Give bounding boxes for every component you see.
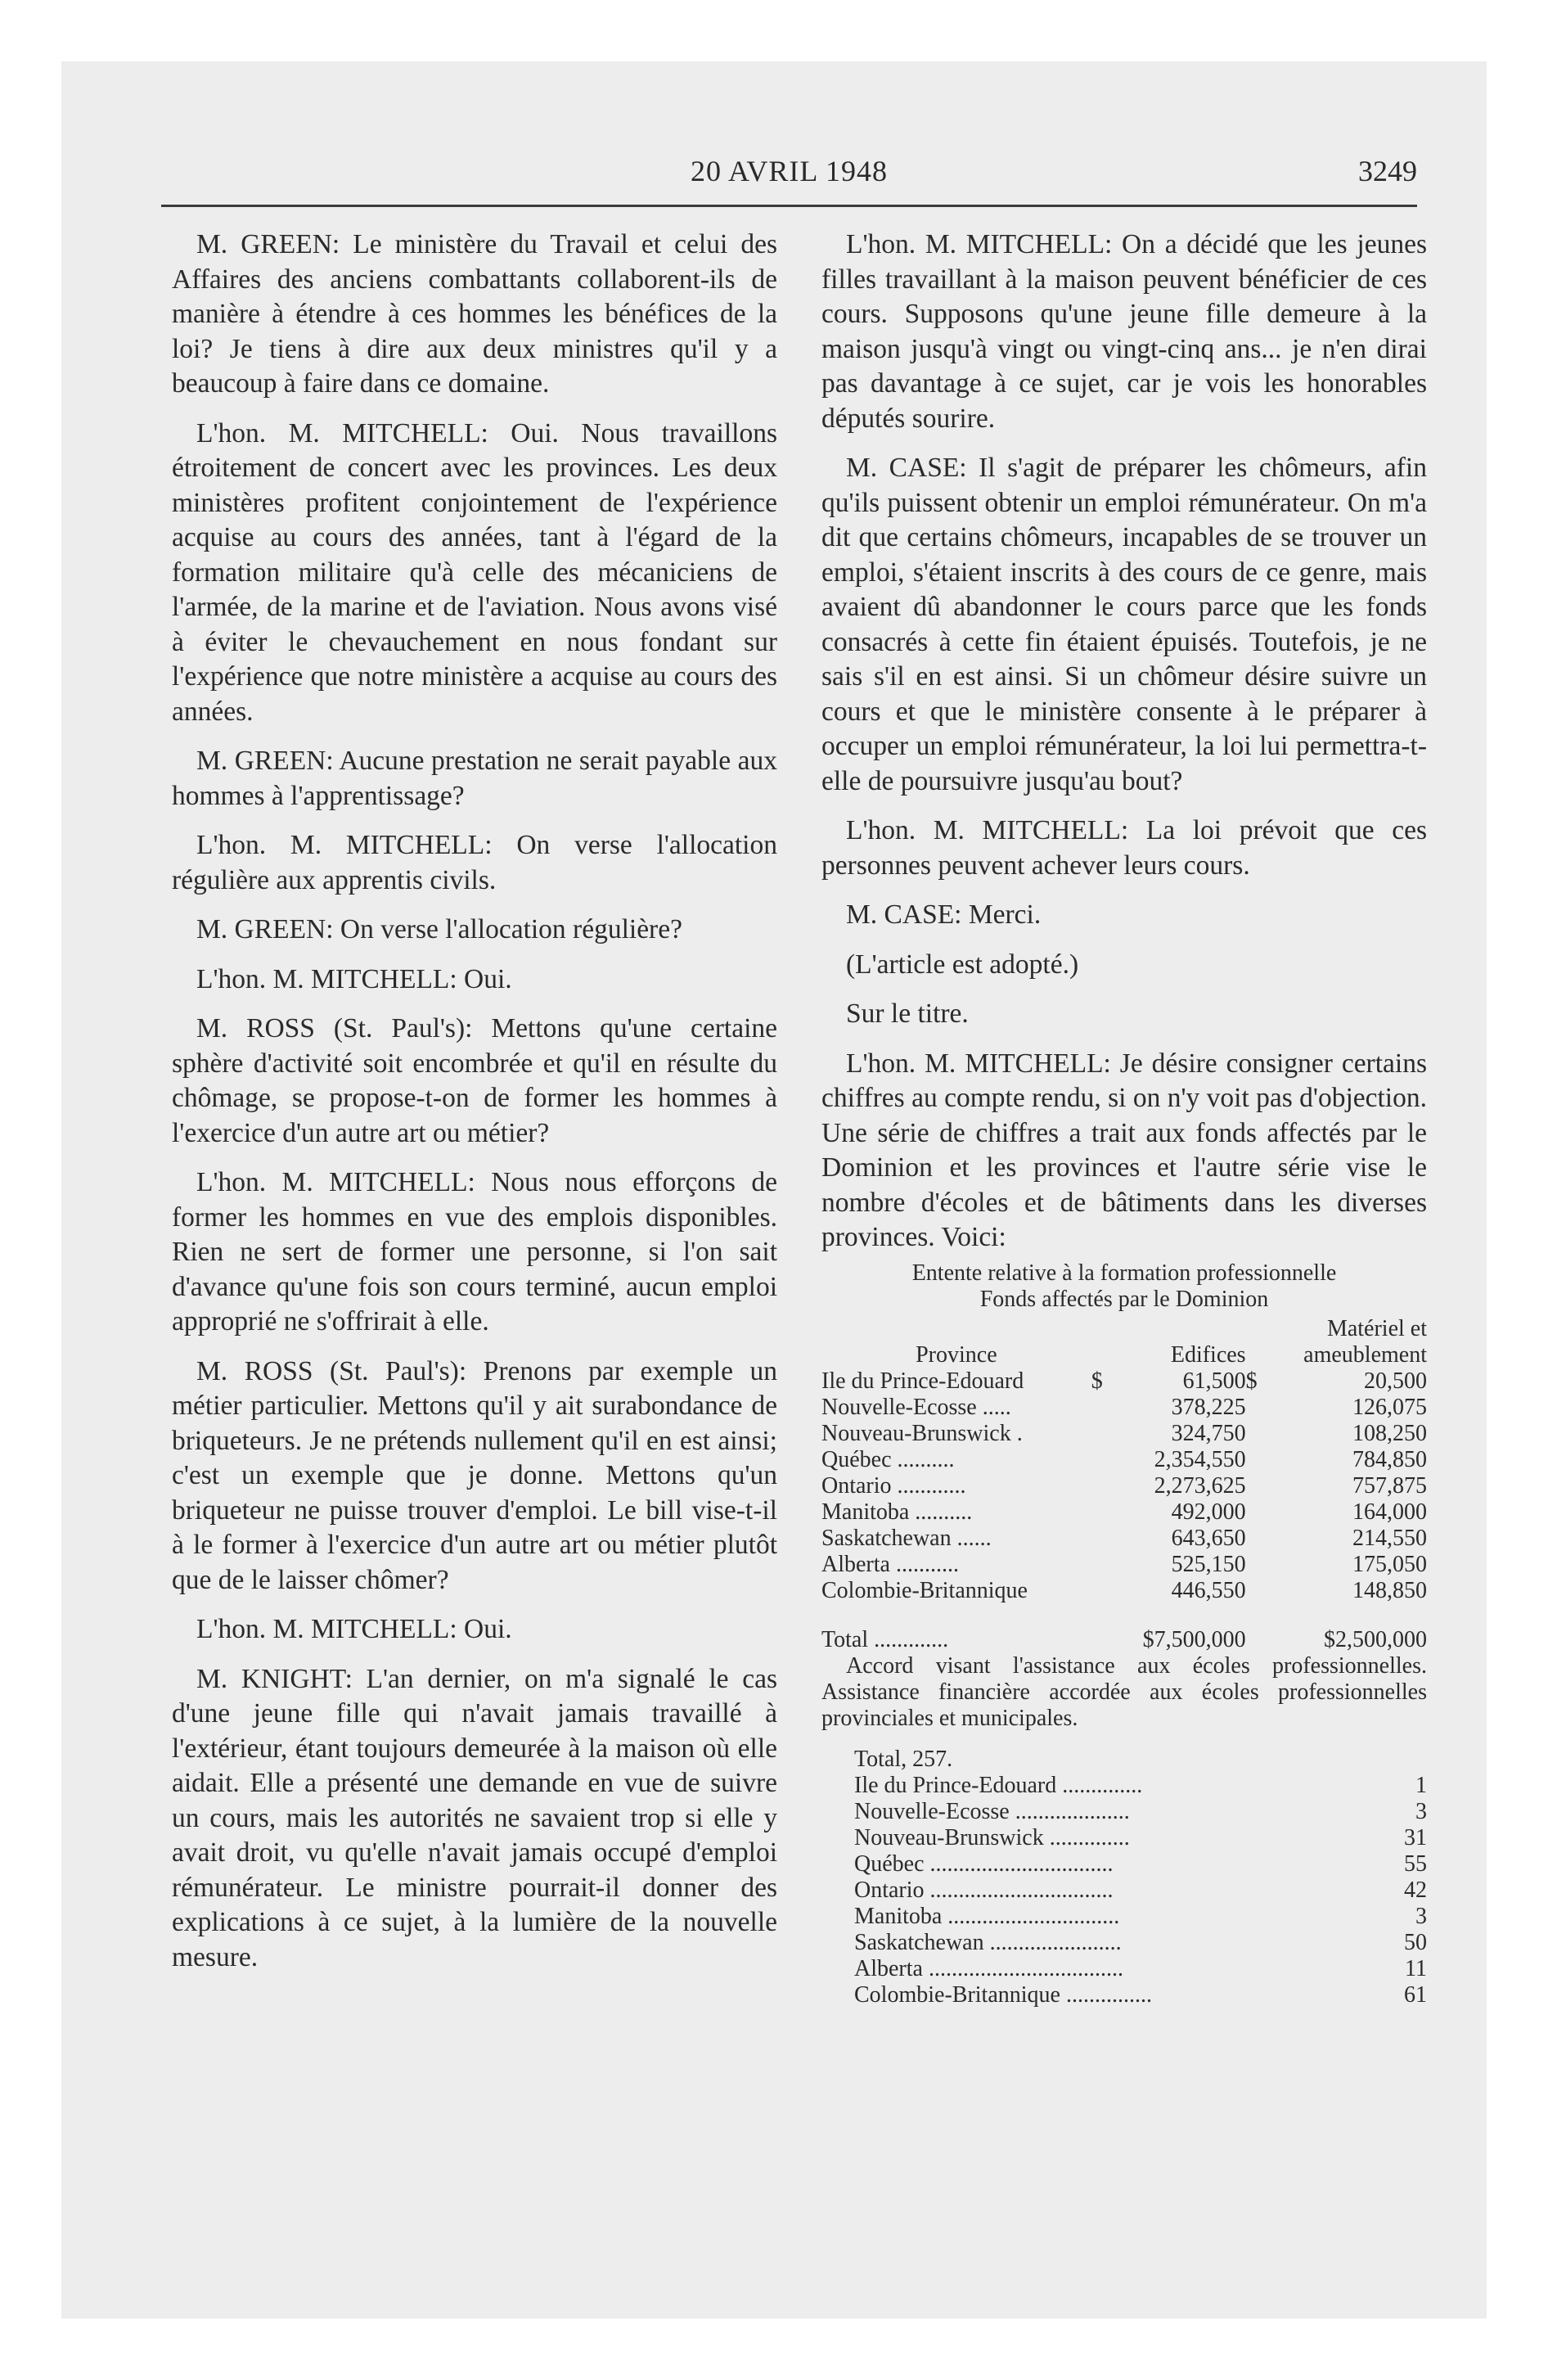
currency-cell bbox=[1246, 1499, 1266, 1526]
col-province: Province bbox=[916, 1341, 997, 1368]
province-cell: Ile du Prince-Edouard bbox=[821, 1368, 1024, 1394]
edifices-cell: 525,150 bbox=[1171, 1551, 1246, 1577]
paragraph: M. GREEN: Aucune prestation ne serait payable aux hommes à l'apprentissage? bbox=[172, 746, 777, 811]
total-row bbox=[821, 1604, 1427, 1653]
right-column bbox=[821, 228, 1427, 2008]
edifices-cell: 492,000 bbox=[1171, 1499, 1246, 1525]
paragraph: Sur le titre. bbox=[846, 998, 969, 1029]
total-materiel: $2,500,000 bbox=[1324, 1626, 1427, 1652]
paragraph: L'hon. M. MITCHELL: On a décidé que les jeunes filles travaillant à la maison peuvent bénéficier de ces cours. Supposons qu'une jeune fille demeure à la maison jusqu'à vingt ou vingt-cinq ans... je n'en dirai pas davantage à ce sujet, car je vois les honorables députés sourire. bbox=[821, 229, 1427, 434]
list-item bbox=[854, 1825, 1427, 1851]
province-cell: Nouveau-Brunswick . bbox=[821, 1420, 1023, 1446]
paragraph: L'hon. M. MITCHELL: Je désire consigner certains chiffres au compte rendu, si on n'y voit pas d'objection. Une série de chiffres a trait aux fonds affectés par le Dominion et les provinces et l'autre série vise le nombre d'écoles et de bâtiments dans les diverses provinces. Voici: bbox=[821, 1048, 1427, 1252]
table-row bbox=[821, 1499, 1427, 1526]
paragraph: M. ROSS (St. Paul's): Mettons qu'une certaine sphère d'activité soit encombrée et qu'il en résulte du chômage, se propose-t-on de former les hommes à l'exercice d'un autre art ou métier? bbox=[172, 1013, 777, 1148]
currency-cell bbox=[1091, 1447, 1111, 1473]
materiel-cell: 126,075 bbox=[1352, 1394, 1427, 1420]
accord-paragraph: Accord visant l'assistance aux écoles professionnelles. Assistance financière accordée aux écoles professionnelles provinciales et municipales. bbox=[821, 1652, 1427, 1731]
page-number: 3249 bbox=[1358, 155, 1417, 187]
materiel-cell: 214,550 bbox=[1352, 1525, 1427, 1551]
materiel-cell: 175,050 bbox=[1352, 1551, 1427, 1577]
currency-cell bbox=[1246, 1578, 1266, 1604]
table1-caption-line1: Entente relative à la formation professionnelle bbox=[911, 1260, 1337, 1286]
province-cell: Nouvelle-Ecosse ..... bbox=[821, 1394, 1011, 1420]
schools-province: Manitoba .............................. bbox=[854, 1903, 1120, 1929]
currency-cell bbox=[1091, 1421, 1111, 1447]
paragraph: M. ROSS (St. Paul's): Prenons par exemple un métier particulier. Mettons qu'il y ait surabondance de briqueteurs. Je ne prétends nullement qu'il en est ainsi; c'est un exemple que je donne. Mettons qu'un briqueteur ne puisse trouver d'emploi. Le bill vise-t-il à le former à l'exercice d'un autre art ou métier plutôt que de le laisser chômer? bbox=[172, 1355, 777, 1595]
currency-cell bbox=[1246, 1447, 1266, 1473]
edifices-cell: 2,354,550 bbox=[1154, 1446, 1246, 1472]
schools-count: 42 bbox=[1404, 1877, 1427, 1903]
currency-cell bbox=[1246, 1473, 1266, 1499]
paragraph: L'hon. M. MITCHELL: Nous nous efforçons de former les hommes en vue des emplois disponibles. Rien ne sert de former une personne, si l'on sait d'avance qu'une fois son cours terminé, aucun emploi approprié ne s'offrirait à elle. bbox=[172, 1167, 777, 1336]
edifices-cell: 446,550 bbox=[1171, 1577, 1246, 1603]
page-header bbox=[161, 154, 1417, 200]
schools-province: Québec ................................ bbox=[854, 1850, 1114, 1877]
schools-province: Nouveau-Brunswick .............. bbox=[854, 1824, 1130, 1850]
table-row bbox=[821, 1526, 1427, 1552]
schools-province: Colombie-Britannique ............... bbox=[854, 1981, 1152, 2008]
table1-caption bbox=[821, 1260, 1427, 1313]
paragraph: M. GREEN: On verse l'allocation régulière? bbox=[196, 914, 682, 944]
list-item bbox=[854, 1799, 1427, 1825]
edifices-cell: 378,225 bbox=[1171, 1394, 1246, 1420]
table-row bbox=[821, 1395, 1427, 1421]
paragraph: M. GREEN: Le ministère du Travail et celui des Affaires des anciens combattants collaborent-ils de manière à étendre à ces hommes les bénéfices de la loi? Je tiens à dire aux deux ministres qu'il y a beaucoup à faire dans ce domaine. bbox=[172, 229, 777, 399]
header-rule bbox=[161, 205, 1417, 207]
schools-province: Ile du Prince-Edouard .............. bbox=[854, 1772, 1143, 1798]
schools-province: Alberta .................................. bbox=[854, 1955, 1123, 1981]
list-item bbox=[854, 1877, 1427, 1904]
paragraph: M. CASE: Il s'agit de préparer les chômeurs, afin qu'ils puissent obtenir un emploi rémunérateur. On m'a dit que certains chômeurs, incapables de se trouver un emploi, s'étaient inscrits à des cours de ce genre, mais avaient dû abandonner le cours parce que les fonds consacrés à cette fin étaient épuisés. Toutefois, je ne sais s'il en est ainsi. Si un chômeur désire suivre un cours et que le ministère consente à le préparer à occuper un emploi rémunérateur, la loi lui permettra-t-elle de poursuivre jusqu'au bout? bbox=[821, 453, 1427, 796]
table-row bbox=[821, 1421, 1427, 1447]
list-item bbox=[854, 1851, 1427, 1877]
list-item bbox=[854, 1956, 1427, 1982]
materiel-cell: 164,000 bbox=[1352, 1499, 1427, 1525]
currency-cell bbox=[1246, 1395, 1266, 1421]
edifices-cell: 61,500 bbox=[1182, 1368, 1246, 1394]
province-cell: Québec .......... bbox=[821, 1446, 955, 1472]
table-row bbox=[821, 1368, 1427, 1395]
header-date: 20 AVRIL 1948 bbox=[690, 155, 889, 187]
paragraph: M. KNIGHT: L'an dernier, on m'a signalé le cas d'une jeune fille qui n'avait jamais travaillé à l'extérieur, étant toujours demeurée à la maison où elle aidait. Elle a présenté une demande en vue de suivre un cours, mais les autorités ne savaient trop si elle y avait droit, vu qu'elle n'avait jamais occupé d'emploi rémunérateur. Le ministre pourrait-il donner des explications à ce sujet, à la lumière de la nouvelle mesure. bbox=[172, 1663, 777, 1972]
province-cell: Colombie-Britannique bbox=[821, 1577, 1028, 1603]
currency-cell bbox=[1091, 1499, 1111, 1526]
table-row bbox=[821, 1473, 1427, 1499]
province-cell: Ontario ............ bbox=[821, 1472, 966, 1499]
table-header-row bbox=[821, 1342, 1427, 1368]
edifices-cell: 324,750 bbox=[1171, 1420, 1246, 1446]
materiel-cell: 20,500 bbox=[1364, 1368, 1427, 1394]
schools-count: 11 bbox=[1405, 1955, 1427, 1981]
table-row bbox=[821, 1552, 1427, 1578]
province-cell: Saskatchewan ...... bbox=[821, 1525, 992, 1551]
col-materiel-line1: Matériel et bbox=[1326, 1315, 1427, 1341]
materiel-cell: 757,875 bbox=[1352, 1472, 1427, 1499]
currency-cell bbox=[1246, 1552, 1266, 1578]
currency-cell bbox=[1091, 1526, 1111, 1552]
schools-count: 61 bbox=[1404, 1981, 1427, 2008]
schools-province: Nouvelle-Ecosse .................... bbox=[854, 1798, 1130, 1824]
schools-count: 55 bbox=[1404, 1850, 1427, 1877]
currency-cell bbox=[1246, 1526, 1266, 1552]
col-edifices: Edifices bbox=[1170, 1341, 1246, 1368]
table1-caption-line2: Fonds affectés par le Dominion bbox=[979, 1286, 1269, 1312]
currency-cell bbox=[1091, 1473, 1111, 1499]
province-cell: Alberta ........... bbox=[821, 1551, 959, 1577]
schools-list-body bbox=[854, 1773, 1427, 2008]
currency-cell bbox=[1091, 1552, 1111, 1578]
list-item bbox=[854, 1930, 1427, 1956]
paragraph: L'hon. M. MITCHELL: On verse l'allocation régulière aux apprentis civils. bbox=[172, 830, 777, 895]
schools-list bbox=[854, 1747, 1427, 2008]
funds-table-body bbox=[821, 1368, 1427, 1604]
edifices-cell: 2,273,625 bbox=[1154, 1472, 1246, 1499]
list-item bbox=[854, 1773, 1427, 1799]
paragraph: L'hon. M. MITCHELL: Oui. Nous travaillons étroitement de concert avec les provinces. Les deux ministères profitent conjointement de l'expérience acquise au cours des années, tant à l'égard de la formation militaire qu'à celle des mécaniciens de l'armée, de la marine et de l'aviation. Nous avons visé à éviter le chevauchement en nous fondant sur l'expérience que notre ministère a acquise au cours des années. bbox=[172, 417, 777, 727]
materiel-cell: 784,850 bbox=[1352, 1446, 1427, 1472]
schools-count: 3 bbox=[1415, 1903, 1427, 1929]
paragraph: M. CASE: Merci. bbox=[846, 899, 1042, 930]
table-row bbox=[821, 1578, 1427, 1604]
edifices-cell: 643,650 bbox=[1171, 1525, 1246, 1551]
schools-count: 3 bbox=[1415, 1798, 1427, 1824]
schools-total: Total, 257. bbox=[854, 1746, 953, 1772]
total-edifices: $7,500,000 bbox=[1142, 1626, 1246, 1652]
schools-count: 50 bbox=[1404, 1929, 1427, 1955]
paragraph: L'hon. M. MITCHELL: Oui. bbox=[196, 1614, 512, 1644]
list-item bbox=[854, 1904, 1427, 1930]
currency-cell bbox=[1091, 1395, 1111, 1421]
schools-province: Saskatchewan ....................... bbox=[854, 1929, 1122, 1955]
province-cell: Manitoba .......... bbox=[821, 1499, 973, 1525]
table-row bbox=[821, 1447, 1427, 1473]
total-label: Total ............. bbox=[821, 1626, 949, 1652]
schools-province: Ontario ................................ bbox=[854, 1877, 1114, 1903]
schools-count: 31 bbox=[1404, 1824, 1427, 1850]
table-header-row bbox=[821, 1316, 1427, 1342]
paragraph: (L'article est adopté.) bbox=[846, 949, 1079, 980]
left-column bbox=[172, 228, 777, 1990]
materiel-cell: 148,850 bbox=[1352, 1577, 1427, 1603]
paragraph: L'hon. M. MITCHELL: La loi prévoit que ces personnes peuvent achever leurs cours. bbox=[821, 815, 1427, 881]
materiel-cell: 108,250 bbox=[1352, 1420, 1427, 1446]
currency-cell: $ bbox=[1245, 1368, 1258, 1394]
col-materiel-line2: ameublement bbox=[1303, 1341, 1427, 1368]
schools-count: 1 bbox=[1415, 1772, 1427, 1798]
currency-cell: $ bbox=[1091, 1368, 1103, 1394]
currency-cell bbox=[1246, 1421, 1266, 1447]
currency-cell bbox=[1091, 1578, 1111, 1604]
paragraph: L'hon. M. MITCHELL: Oui. bbox=[196, 963, 512, 994]
list-item bbox=[854, 1982, 1427, 2008]
funds-table bbox=[821, 1316, 1427, 1653]
